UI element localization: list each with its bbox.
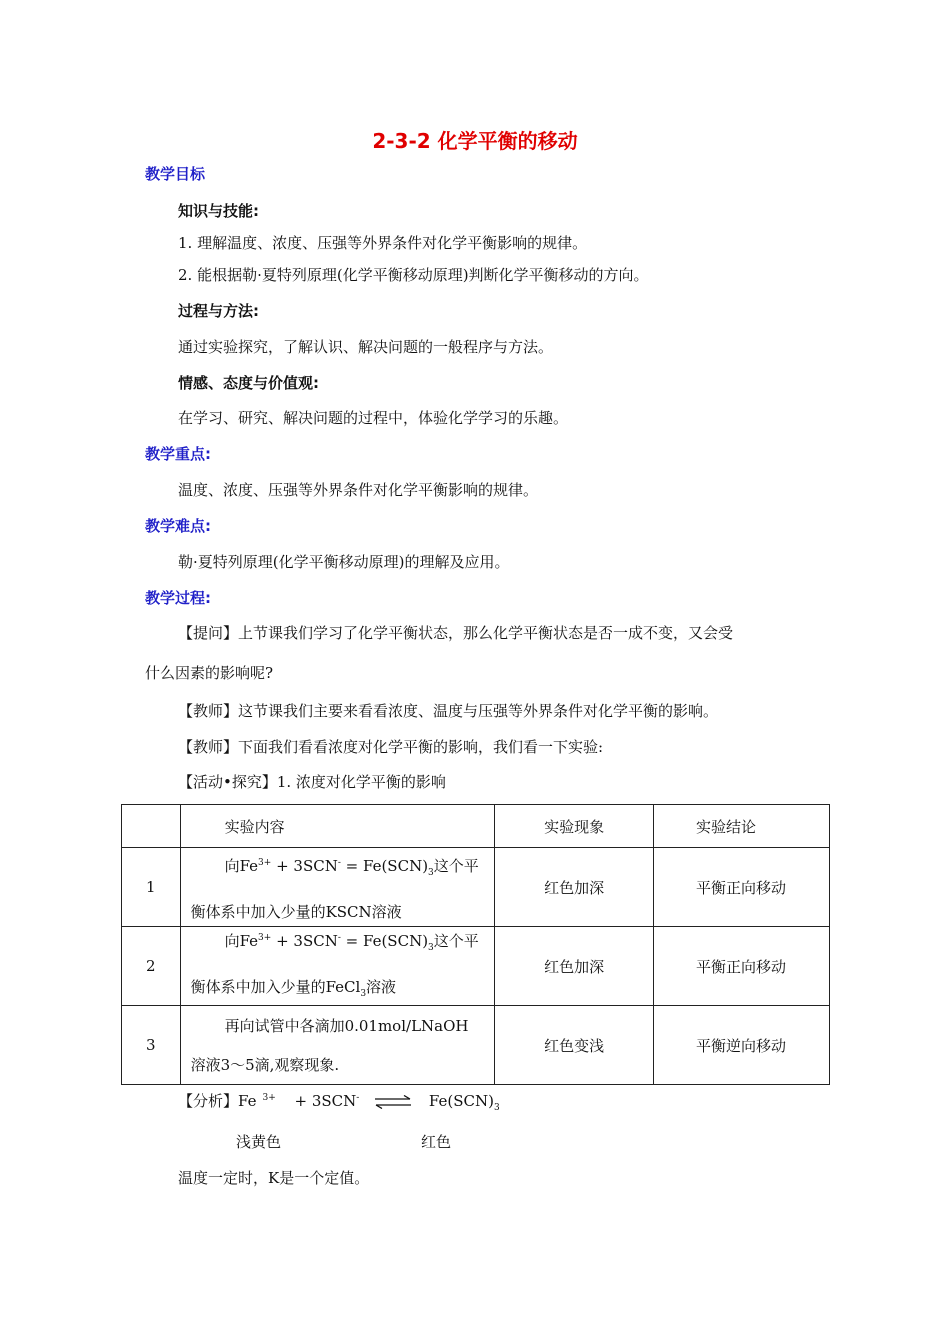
analysis-product: Fe(SCN): [428, 1092, 494, 1110]
analysis-note: 温度一定时，K是一个定值。: [178, 1169, 370, 1187]
knowledge-item-1: 1. 理解温度、浓度、压强等外界条件对化学平衡影响的规律。: [178, 234, 588, 252]
teacher-line-2: 【教师】下面我们看看浓度对化学平衡的影响，我们看一下实验:: [178, 738, 604, 756]
header-cell-num: [122, 805, 181, 848]
analysis-product-sub: 3: [493, 1103, 500, 1113]
row-content: [180, 1006, 495, 1085]
row-content-line-1: 向$Fe^{3+} + 3SCN^- = Fe(SCN)_3$这个平: [224, 932, 479, 953]
analysis-equation: [178, 1090, 500, 1113]
process-heading: 教学过程:: [145, 589, 211, 607]
activity-line: 【活动•探究】1. 浓度对化学平衡的影响: [178, 773, 446, 791]
row-phenomenon: 红色加深: [495, 848, 654, 927]
row-content: [180, 927, 495, 1006]
color-right-label: 红色: [421, 1133, 452, 1151]
question-line-2: 什么因素的影响呢?: [145, 664, 274, 682]
question-line-1: 【提问】上节课我们学习了化学平衡状态，那么化学平衡状态是否一成不变，又会受: [178, 624, 734, 642]
knowledge-heading: 知识与技能:: [178, 202, 259, 220]
table-row: [122, 848, 830, 927]
header-content-label: 实验内容: [224, 817, 285, 836]
color-left-label: 浅黄色: [236, 1133, 282, 1151]
row-content-line-2: 溶液3～5滴,观察现象.: [190, 1055, 340, 1074]
key-points-text: 温度、浓度、压强等外界条件对化学平衡影响的规律。: [178, 481, 539, 499]
emotion-text: 在学习、研究、解决问题的过程中，体验化学学习的乐趣。: [178, 409, 569, 427]
key-points-heading: 教学重点:: [145, 445, 211, 463]
difficulties-heading: 教学难点:: [145, 517, 211, 535]
header-cell-phenomenon: 实验现象: [495, 805, 654, 848]
experiment-table: [121, 804, 830, 1085]
row-content-line-2: 衡体系中加入少量的KSCN溶液: [190, 902, 402, 921]
row-phenomenon: 红色加深: [495, 927, 654, 1006]
process-method-text: 通过实验探究，了解认识、解决问题的一般程序与方法。: [178, 338, 554, 356]
row-number: 3: [122, 1006, 181, 1085]
table-header-row: [122, 805, 830, 848]
analysis-reactant: + 3SCN: [294, 1092, 357, 1110]
page-title: 2-3-2 化学平衡的移动: [372, 129, 578, 153]
analysis-sup: 3+: [262, 1093, 276, 1103]
knowledge-item-2: 2. 能根据勒·夏特列原理(化学平衡移动原理)判断化学平衡移动的方向。: [178, 266, 649, 284]
header-cell-conclusion: [654, 805, 830, 848]
equilibrium-arrow-icon: [374, 1095, 412, 1109]
row-content: [180, 848, 495, 927]
row-content-line-2: 衡体系中加入少量的FeCl$_3$溶液: [190, 978, 397, 999]
row-content-line-1: 再向试管中各滴加0.01mol/LNaOH: [224, 1016, 469, 1035]
emotion-heading: 情感、态度与价值观:: [178, 374, 319, 392]
header-conclusion-label: 实验结论: [696, 817, 757, 836]
analysis-label: 【分析】Fe: [178, 1092, 257, 1110]
row-conclusion: 平衡正向移动: [654, 848, 830, 927]
row-number: 1: [122, 848, 181, 927]
analysis-sup2: -: [356, 1093, 360, 1103]
row-conclusion: 平衡逆向移动: [654, 1006, 830, 1085]
difficulties-text: 勒·夏特列原理(化学平衡移动原理)的理解及应用。: [178, 553, 510, 571]
goals-heading: 教学目标: [145, 165, 206, 183]
teacher-line-1: 【教师】这节课我们主要来看看浓度、温度与压强等外界条件对化学平衡的影响。: [178, 702, 719, 720]
row-number: 2: [122, 927, 181, 1006]
table-row: [122, 927, 830, 1006]
row-phenomenon: 红色变浅: [495, 1006, 654, 1085]
table-row: [122, 1006, 830, 1085]
row-content-line-1: 向$Fe^{3+} + 3SCN^- = Fe(SCN)_3$这个平: [224, 856, 479, 878]
row-conclusion: 平衡正向移动: [654, 927, 830, 1006]
header-cell-content: [180, 805, 495, 848]
process-method-heading: 过程与方法:: [178, 302, 259, 320]
